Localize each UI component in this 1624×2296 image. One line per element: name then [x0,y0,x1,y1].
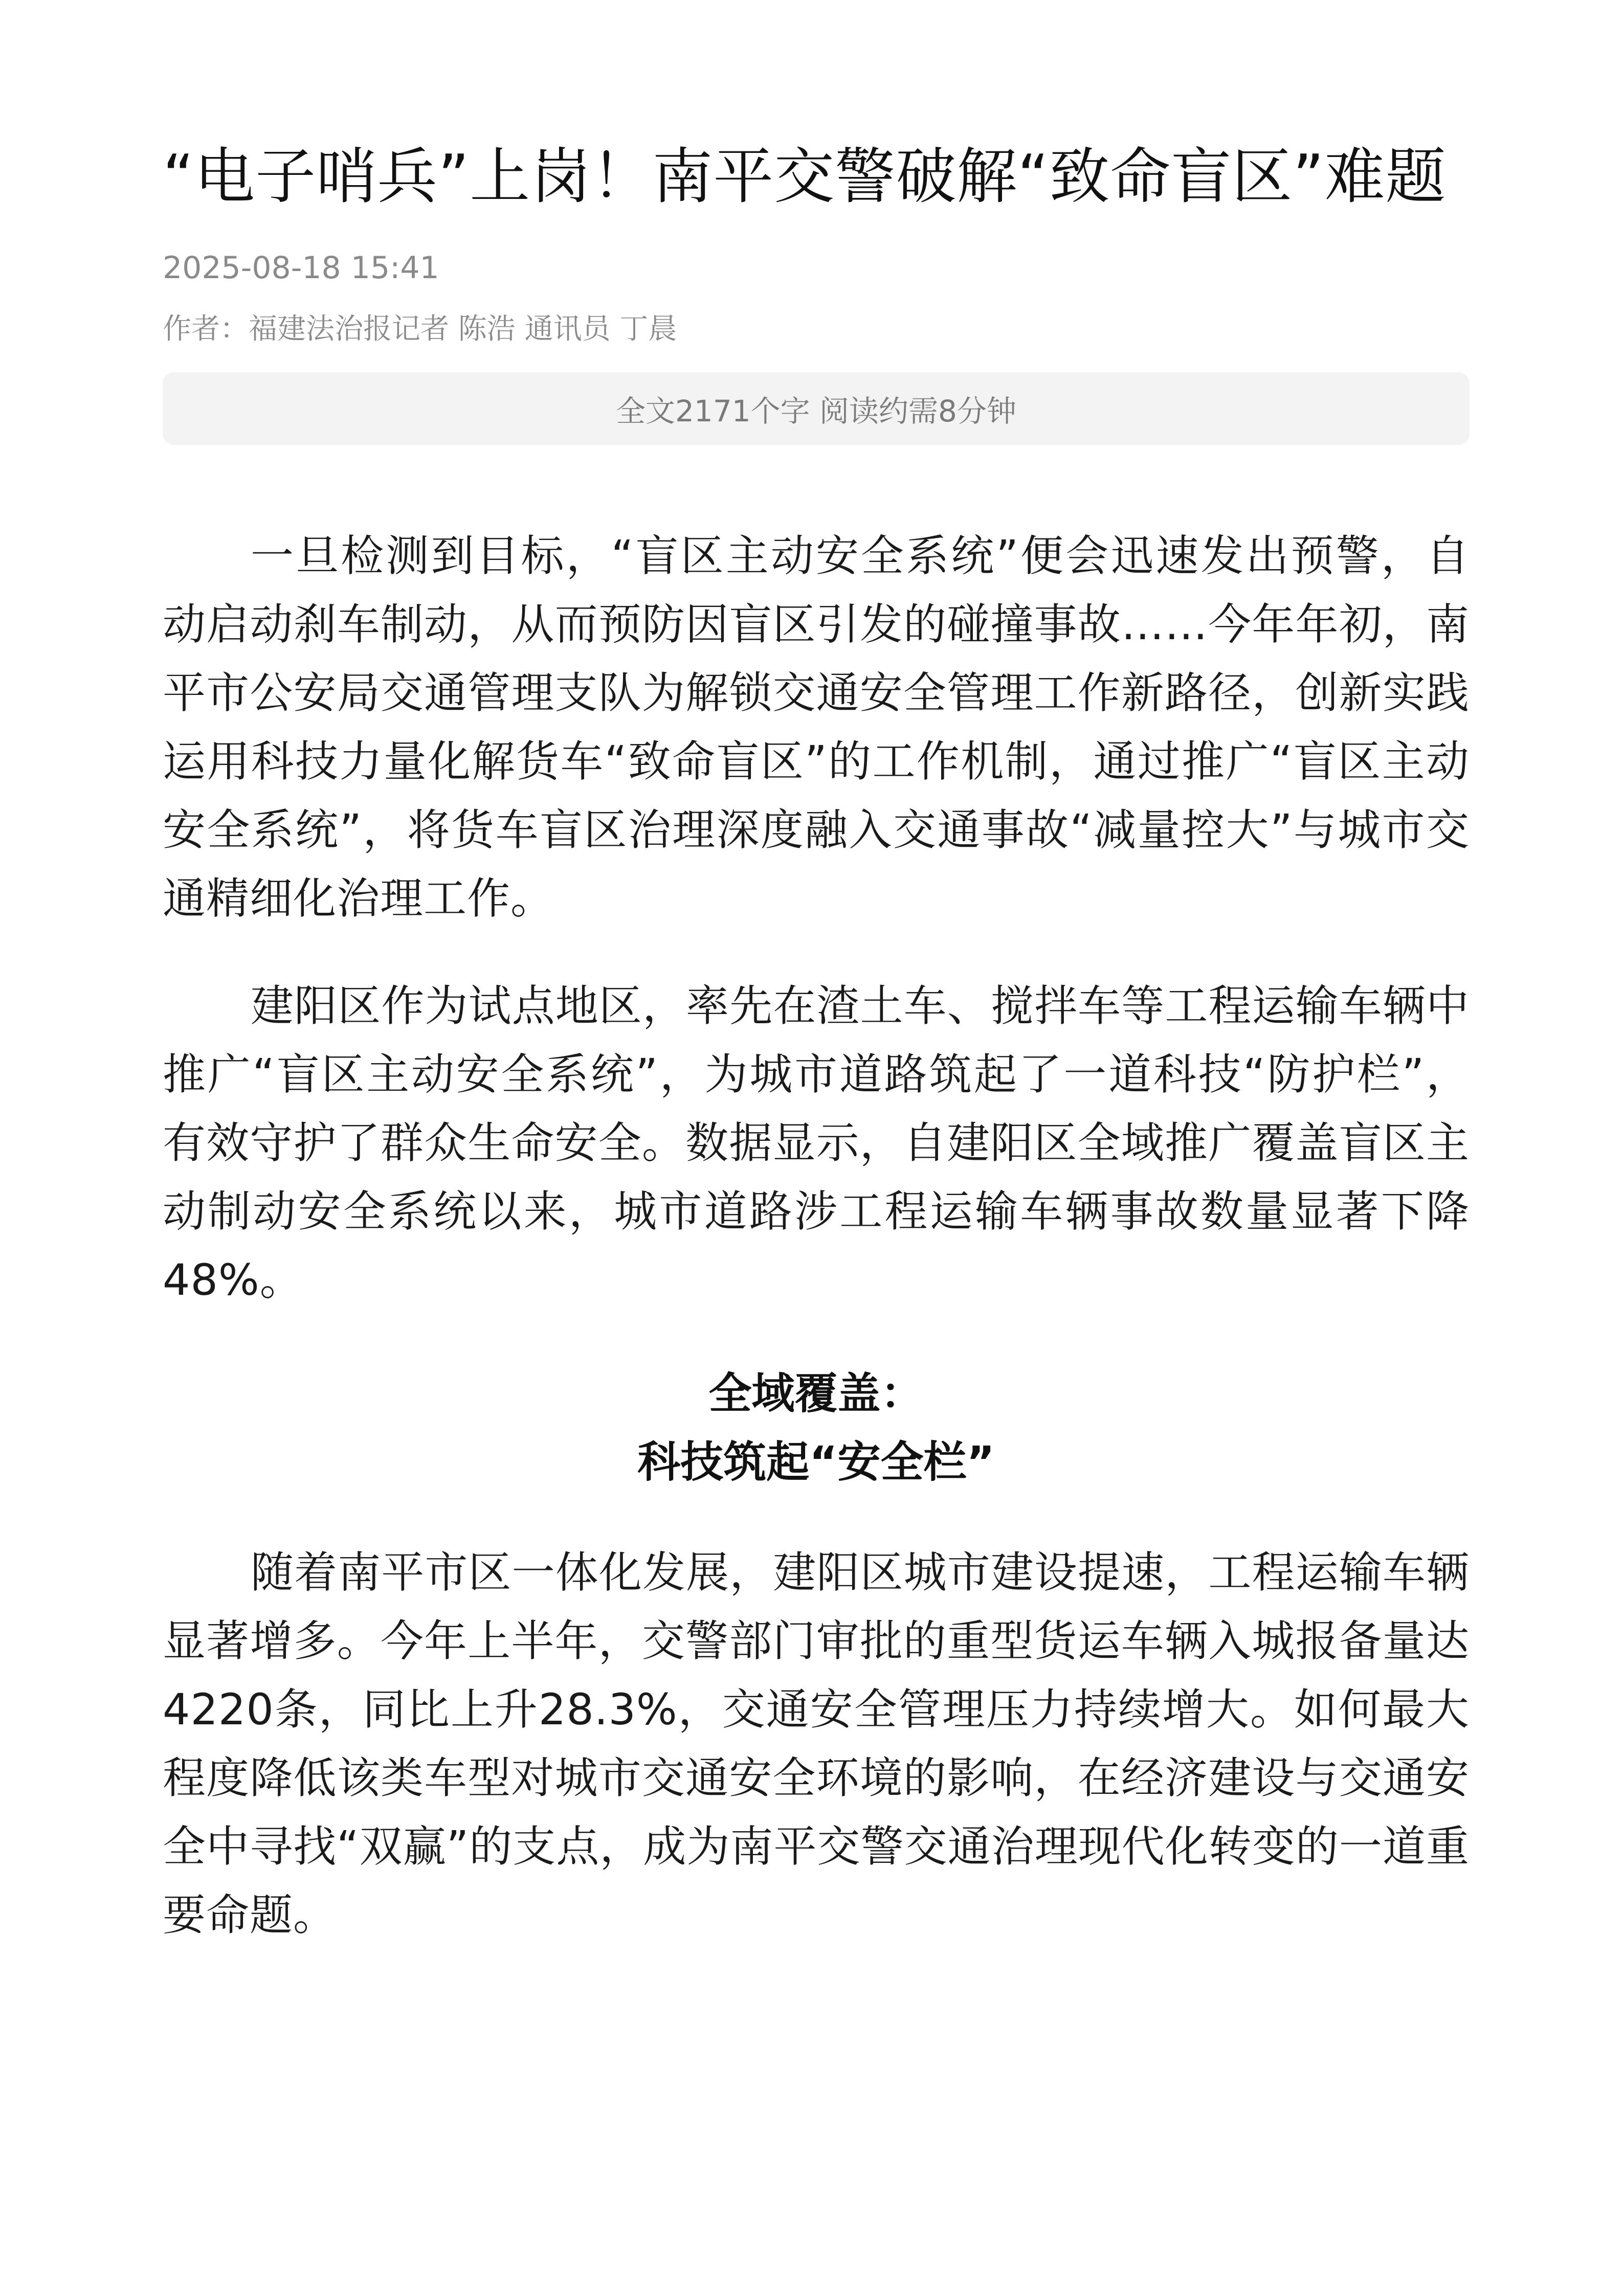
reading-info-bar [163,372,1470,445]
paragraph-3: 随着南平市区一体化发展，建阳区城市建设提速，工程运输车辆显著增多。今年上半年，交警部门审批的重型货运车辆入城报备量达4220条，同比上升28.3%，交通安全管理压力持续增大。如何最大程度降低该类车型对城市交通安全环境的影响，在经济建设与交通安全中寻找“双赢”的支点，成为南平交警交通治理现代化转变的一道重要命题。 [163,1547,1470,1940]
publish-date: 2025-08-18 15:41 [163,250,439,286]
author-line: 作者：福建法治报记者 陈浩 通讯员 丁晨 [163,312,677,346]
reading-info-text: 全文2171个字 阅读约需8分钟 [616,394,1016,429]
article-title: “电子哨兵”上岗！南平交警破解“致命盲区”难题 [163,141,1447,212]
paragraph-1: 一旦检测到目标，“盲区主动安全系统”便会迅速发出预警，自动启动刹车制动，从而预防因盲区引发的碰撞事故……今年年初，南平市公安局交通管理支队为解锁交通安全管理工作新路径，创新实践运用科技力量化解货车“致命盲区”的工作机制，通过推广“盲区主动安全系统”，将货车盲区治理深度融入交通事故“减量控大”与城市交通精细化治理工作。 [163,531,1470,924]
section-heading [163,1359,1470,1496]
section-heading-line-1: 全域覆盖： [708,1368,924,1419]
article [163,128,1470,1949]
article-body [163,522,1470,1949]
section-heading-line-2: 科技筑起“安全栏” [637,1437,995,1487]
paragraph-2: 建阳区作为试点地区，率先在渣土车、搅拌车等工程运输车辆中推广“盲区主动安全系统”，为城市道路筑起了一道科技“防护栏”，有效守护了群众生命安全。数据显示，自建阳区全域推广覆盖盲区主动制动安全系统以来，城市道路涉工程运输车辆事故数量显著下降48%。 [163,981,1470,1305]
